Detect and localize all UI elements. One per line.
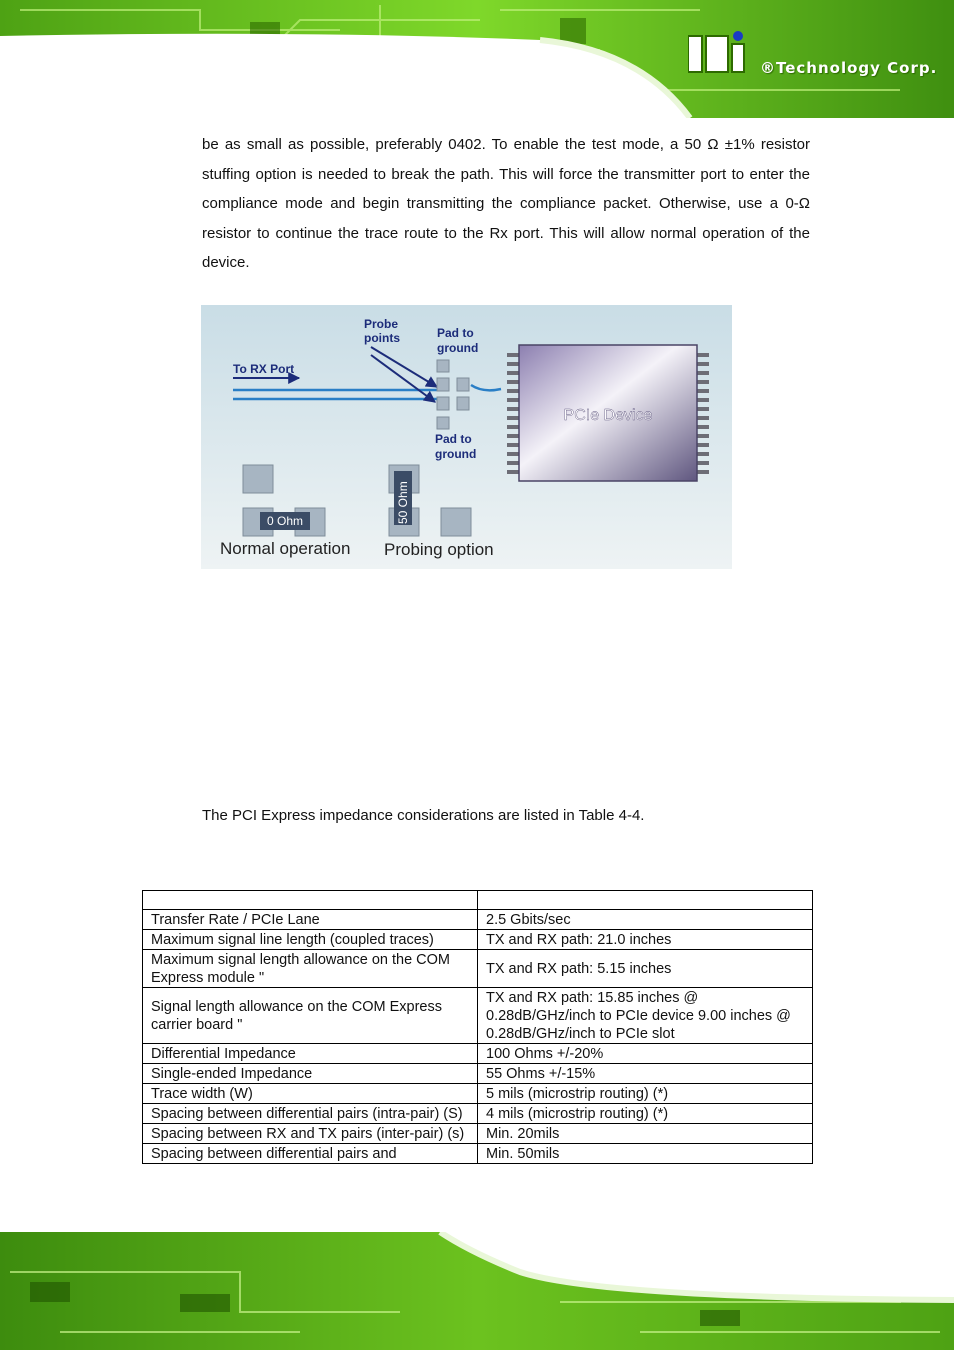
table-row — [143, 910, 813, 930]
pad-bottom-label-line2: ground — [435, 447, 477, 461]
page-header — [0, 0, 954, 118]
table-cell-value: 4 mils (microstrip routing) (*) — [478, 1104, 813, 1124]
table-header-cell — [478, 891, 813, 910]
table-row — [143, 1084, 813, 1104]
table-cell-value: TX and RX path: 15.85 inches @ 0.28dB/GHz/inch to PCIe device 9.00 inches @ 0.28dB/GHz/inch to PCIe slot — [478, 988, 813, 1044]
table-row — [143, 988, 813, 1044]
pad-top-label-line2: ground — [437, 341, 479, 355]
pcie-device-label: PCIe Device — [563, 407, 653, 424]
probe-points-label-line2: points — [364, 331, 400, 345]
table-header-row — [143, 891, 813, 910]
table-cell-parameter: Maximum signal line length (coupled traces) — [143, 930, 478, 950]
table-cell-parameter: Transfer Rate / PCIe Lane — [143, 910, 478, 930]
table-row — [143, 1104, 813, 1124]
table-intro: The PCI Express impedance considerations are listed in Table 4-4. — [202, 807, 645, 824]
table-cell-value: Min. 50mils — [478, 1144, 813, 1164]
logo-wordmark: ®Technology Corp. — [760, 59, 938, 77]
table-cell-value: 100 Ohms +/-20% — [478, 1044, 813, 1064]
table-cell-value: TX and RX path: 21.0 inches — [478, 930, 813, 950]
table-cell-parameter: Single-ended Impedance — [143, 1064, 478, 1084]
table-cell-value: TX and RX path: 5.15 inches — [478, 950, 813, 988]
table-row — [143, 1144, 813, 1164]
normal-operation-label: Normal operation — [220, 539, 351, 558]
table-cell-parameter: Signal length allowance on the COM Express carrier board " — [143, 988, 478, 1044]
table-cell-value: 2.5 Gbits/sec — [478, 910, 813, 930]
zero-ohm-label: 0 Ohm — [266, 514, 304, 528]
table-cell-value: 5 mils (microstrip routing) (*) — [478, 1084, 813, 1104]
table-row — [143, 1064, 813, 1084]
pad-bottom-label-line1: Pad to — [435, 432, 472, 446]
table-cell-parameter: Spacing between differential pairs (intra-pair) (S) — [143, 1104, 478, 1124]
table-row — [143, 950, 813, 988]
table-row — [143, 930, 813, 950]
body-paragraph: be as small as possible, preferably 0402. To enable the test mode, a 50 Ω ±1% resistor stuffing option is needed to break the path. This will force the transmitter port to enter the compliance mode and begin transmitting the compliance packet. Otherwise, use a 0-Ω resistor to continue the trace route to the Rx port. This will allow normal operation of the device. — [202, 136, 810, 271]
probing-diagram — [201, 305, 732, 569]
table-cell-value: 55 Ohms +/-15% — [478, 1064, 813, 1084]
table-cell-value: Min. 20mils — [478, 1124, 813, 1144]
table-cell-parameter: Maximum signal length allowance on the COM Express module " — [143, 950, 478, 988]
table-row — [143, 1044, 813, 1064]
table-header-cell — [143, 891, 478, 910]
table-cell-parameter: Trace width (W) — [143, 1084, 478, 1104]
pad-top-label-line1: Pad to — [437, 326, 474, 340]
page-footer — [0, 1232, 954, 1350]
table-row — [143, 1124, 813, 1144]
to-rx-port-label: To RX Port — [233, 362, 295, 376]
iei-logo — [688, 30, 748, 74]
probing-option-label: Probing option — [384, 540, 494, 559]
probe-points-label-line1: Probe — [364, 317, 399, 331]
footer-circuit-background — [0, 1232, 954, 1350]
table-cell-parameter: Differential Impedance — [143, 1044, 478, 1064]
table-cell-parameter: Spacing between differential pairs and — [143, 1144, 478, 1164]
fifty-ohm-label: 50 Ohm — [396, 481, 410, 524]
impedance-table — [142, 890, 813, 1164]
table-cell-parameter: Spacing between RX and TX pairs (inter-pair) (s) — [143, 1124, 478, 1144]
